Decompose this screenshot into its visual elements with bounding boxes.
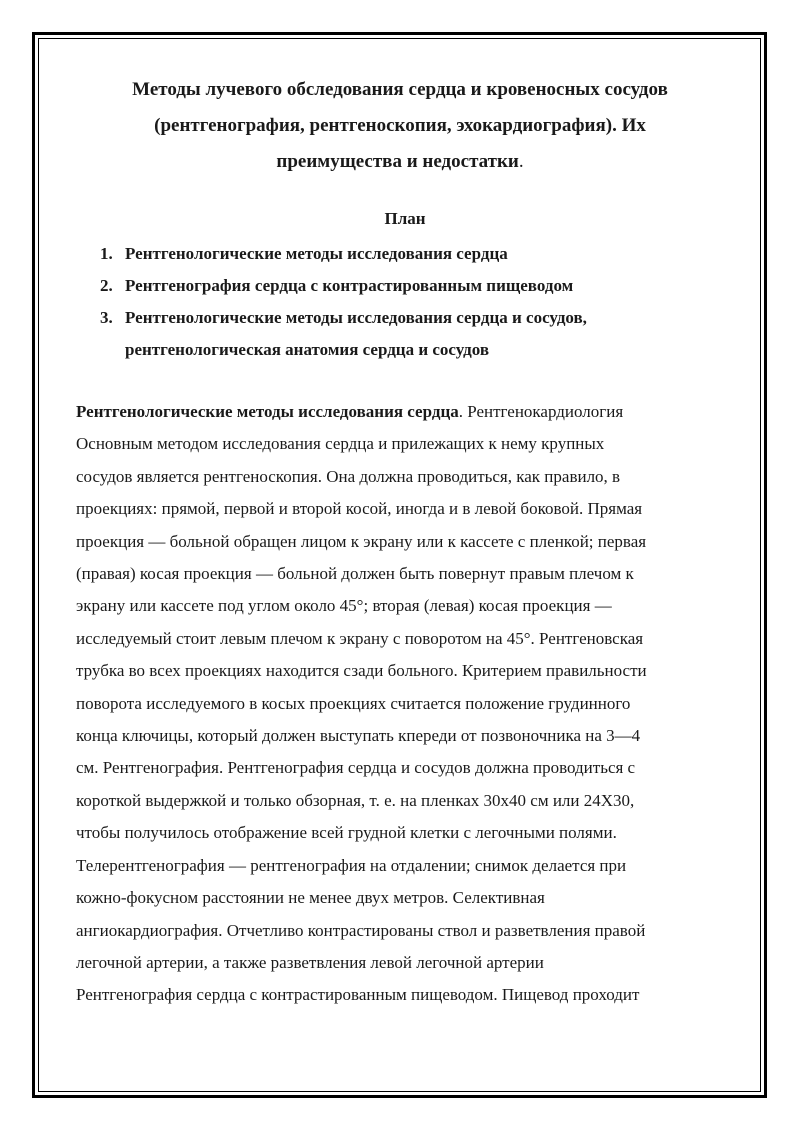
plan-heading: План <box>384 209 426 228</box>
section-heading-inline: Рентгенологические методы исследования сердца <box>76 402 459 421</box>
body-line: Рентгенография сердца с контрастированным пищеводом. Пищевод проходит <box>76 985 640 1005</box>
title-line-1: Методы лучевого обследования сердца и кровеносных сосудов <box>132 79 668 100</box>
body-line: экрану или кассете под углом около 45°; вторая (левая) косая проекция — <box>76 596 612 616</box>
body-line: сосудов является рентгеноскопия. Она должна проводиться, как правило, в <box>76 466 621 486</box>
body-line: трубка во всех проекциях находится сзади больного. Критерием правильности <box>76 661 647 681</box>
plan-item-3 <box>76 302 724 366</box>
title-line-2: (рентгенография, рентгеноскопия, эхокардиография). Их <box>154 115 646 136</box>
body-line: исследуемый стоит левым плечом к экрану с поворотом на 45°. Рентгеновская <box>76 628 644 648</box>
plan-item-2 <box>76 270 724 302</box>
document-content <box>76 72 724 1012</box>
plan-item-text-line: рентгенологическая анатомия сердца и сосудов <box>125 340 490 359</box>
body-line: легочной артерии, а также разветвления левой легочной артерии <box>76 952 544 972</box>
body-line: см. Рентгенография. Рентгенография сердца и сосудов должна проводиться с <box>76 758 636 778</box>
body-lead-line <box>76 396 724 428</box>
plan-item-text-line: Рентгенологические методы исследования сердца и сосудов, <box>125 308 587 327</box>
body-lead-rest: . Рентгенокардиология <box>458 402 624 421</box>
plan-item-text: Рентгенография сердца с контрастированным пищеводом <box>125 276 574 295</box>
body-line: Телерентгенография — рентгенография на отдалении; снимок делается при <box>76 855 627 875</box>
title-line-3-text: преимущества и недостатки <box>276 151 519 172</box>
body-line: (правая) косая проекция — больной должен быть повернут правым плечом к <box>76 564 634 584</box>
body-line: конца ключицы, который должен выступать кпереди от позвоночника на 3—4 <box>76 726 641 746</box>
plan-item-number: 2. <box>100 276 113 295</box>
body-paragraph <box>76 396 724 1012</box>
title-period: . <box>518 151 524 172</box>
body-line: проекциях: прямой, первой и второй косой, иногда и в левой боковой. Прямая <box>76 499 643 519</box>
plan-item-text: Рентгенологические методы исследования сердца <box>125 244 508 263</box>
body-line: поворота исследуемого в косых проекциях считается положение грудинного <box>76 693 631 713</box>
plan-list <box>76 238 724 366</box>
body-line: чтобы получилось отображение всей грудной клетки с легочными полями. <box>76 823 617 843</box>
body-line: ангиокардиография. Отчетливо контрастированы ствол и разветвления правой <box>76 920 646 940</box>
document-title <box>76 72 724 180</box>
title-line-3 <box>76 144 724 180</box>
plan-item-1 <box>76 238 724 270</box>
plan-item-number: 3. <box>100 308 113 327</box>
plan-item-number: 1. <box>100 244 113 263</box>
body-line: проекция — больной обращен лицом к экрану или к кассете с пленкой; первая <box>76 531 647 551</box>
body-line: короткой выдержкой и только обзорная, т. е. на пленках 30х40 см или 24Х30, <box>76 790 635 810</box>
plan-item-text <box>125 302 724 366</box>
body-line: кожно-фокусном расстоянии не менее двух метров. Селективная <box>76 888 545 908</box>
body-line: Основным методом исследования сердца и прилежащих к нему крупных <box>76 434 605 454</box>
